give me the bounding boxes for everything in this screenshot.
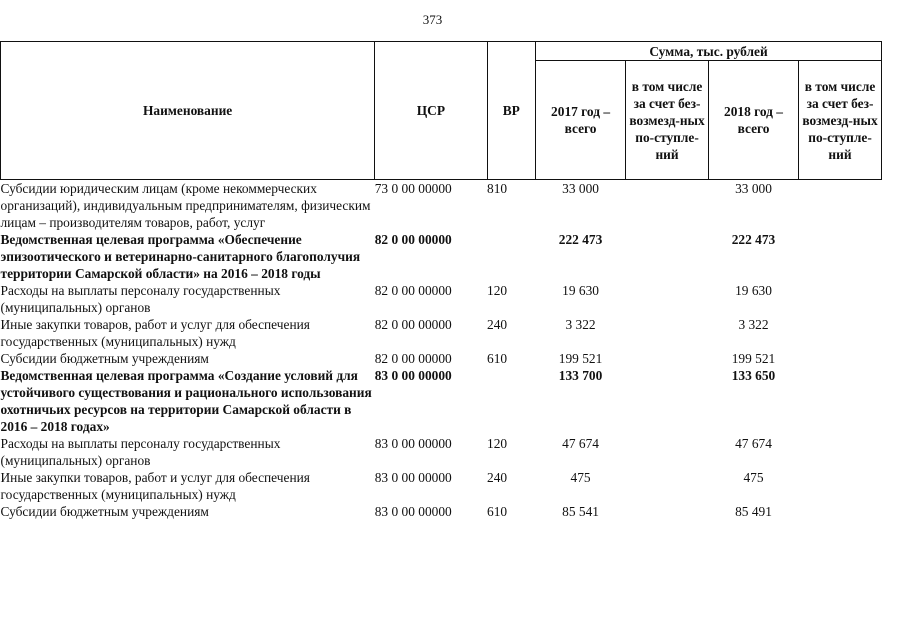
table-row (1, 180, 882, 232)
row-vr: 610 (487, 351, 508, 366)
row-name: Субсидии юридическим лицам (кроме некоммерческих организаций), индивидуальным предпринимателям, физическим лицам – производителям товаров, работ, услуг (0, 181, 371, 230)
header-2018-free: в том числе за счет без-возмезд-ных по-ступле-ний (799, 61, 882, 180)
row-csr: 83 0 00 00000 (374, 368, 452, 383)
row-2018-free (799, 503, 882, 520)
row-vr (487, 367, 536, 435)
row-2018-total: 199 521 (731, 351, 776, 366)
table-row (1, 350, 882, 367)
header-csr: ЦСР (375, 42, 487, 180)
row-2017-total: 199 521 (558, 351, 603, 366)
row-csr: 82 0 00 00000 (374, 351, 452, 366)
table-row (1, 435, 882, 469)
header-2017-free: в том числе за счет без-возмезд-ных по-ступле-ний (626, 61, 709, 180)
row-vr: 240 (487, 470, 508, 485)
row-2018-free (799, 435, 882, 469)
header-name: Наименование (1, 42, 375, 180)
row-2017-total: 475 (570, 470, 591, 485)
header-sum-group: Сумма, тыс. рублей (536, 42, 882, 61)
row-vr: 610 (487, 504, 508, 519)
row-vr: 120 (487, 283, 508, 298)
row-name: Иные закупки товаров, работ и услуг для обеспечения государственных (муниципальных) нужд (0, 317, 310, 349)
row-2018-total: 19 630 (735, 283, 772, 298)
row-vr: 240 (487, 317, 508, 332)
row-2017-total: 133 700 (558, 368, 603, 383)
row-vr: 810 (487, 181, 508, 196)
row-2017-free (626, 435, 709, 469)
row-2017-free (626, 367, 709, 435)
row-2018-total: 133 650 (731, 368, 776, 383)
header-2017-total: 2017 год – всего (536, 61, 626, 180)
row-2018-total: 85 491 (735, 504, 772, 519)
table-row (1, 316, 882, 350)
row-2017-free (626, 316, 709, 350)
row-2018-free (799, 469, 882, 503)
table-row (1, 503, 882, 520)
table-row (1, 367, 882, 435)
header-2018-total: 2018 год – всего (709, 61, 799, 180)
budget-table (0, 41, 882, 520)
row-2018-free (799, 282, 882, 316)
row-2017-free (626, 469, 709, 503)
row-2018-total: 3 322 (738, 317, 769, 332)
table-body (1, 180, 882, 521)
row-name: Ведомственная целевая программа «Обеспечение эпизоотического и ветеринарно-санитарного благополучия территории Самарской области» на 2016 – 2018 годы (0, 232, 361, 281)
page-number: 373 (422, 12, 443, 27)
row-2017-total: 19 630 (562, 283, 599, 298)
row-2017-free (626, 180, 709, 232)
row-vr: 120 (487, 436, 508, 451)
row-name: Субсидии бюджетным учреждениям (0, 351, 209, 366)
row-2018-free (799, 180, 882, 232)
table-row (1, 231, 882, 282)
row-2017-free (626, 503, 709, 520)
table-row (1, 469, 882, 503)
row-2017-total: 33 000 (562, 181, 599, 196)
row-2018-total: 33 000 (735, 181, 772, 196)
row-csr: 83 0 00 00000 (374, 436, 452, 451)
table-header (1, 42, 882, 180)
row-2017-free (626, 282, 709, 316)
row-2018-free (799, 316, 882, 350)
row-2018-free (799, 350, 882, 367)
row-name: Иные закупки товаров, работ и услуг для обеспечения государственных (муниципальных) нужд (0, 470, 310, 502)
row-name: Субсидии бюджетным учреждениям (0, 504, 209, 519)
row-2017-free (626, 231, 709, 282)
row-2017-total: 222 473 (558, 232, 603, 247)
row-2017-free (626, 350, 709, 367)
row-2017-total: 3 322 (565, 317, 596, 332)
row-csr: 82 0 00 00000 (374, 317, 452, 332)
row-vr (487, 231, 536, 282)
row-csr: 83 0 00 00000 (374, 470, 452, 485)
row-2018-free (799, 231, 882, 282)
row-csr: 73 0 00 00000 (374, 181, 452, 196)
table-row (1, 282, 882, 316)
row-2018-total: 475 (743, 470, 764, 485)
row-2017-total: 47 674 (562, 436, 599, 451)
row-csr: 82 0 00 00000 (374, 232, 452, 247)
row-name: Расходы на выплаты персоналу государственных (муниципальных) органов (0, 436, 281, 468)
row-csr: 83 0 00 00000 (374, 504, 452, 519)
row-csr: 82 0 00 00000 (374, 283, 452, 298)
row-name: Ведомственная целевая программа «Создание условий для устойчивого существования и рационального использования охотничьих ресурсов на территории Самарской области в 2016 – 2018 годах» (0, 368, 372, 434)
row-2018-total: 47 674 (735, 436, 772, 451)
header-vr: ВР (487, 42, 536, 180)
row-2018-free (799, 367, 882, 435)
row-name: Расходы на выплаты персоналу государственных (муниципальных) органов (0, 283, 281, 315)
row-2017-total: 85 541 (562, 504, 599, 519)
row-2018-total: 222 473 (731, 232, 776, 247)
